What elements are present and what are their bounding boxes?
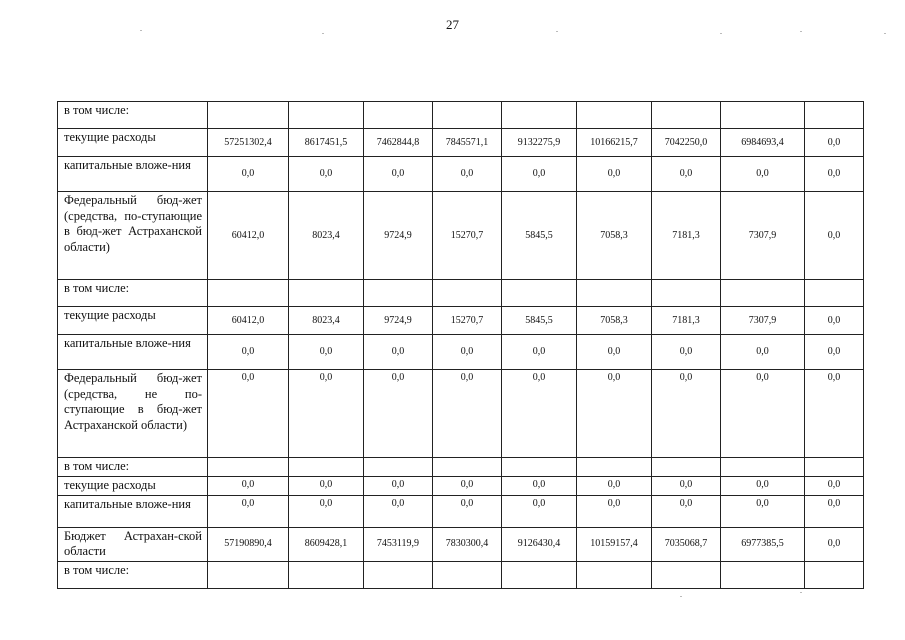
value-cell: 7462844,8 [364, 129, 433, 157]
value-cell [652, 458, 721, 477]
row-label: капитальные вложе-ния [58, 495, 208, 527]
value-cell [502, 102, 577, 129]
value-cell [364, 458, 433, 477]
value-cell: 0,0 [721, 495, 805, 527]
value-cell: 0,0 [364, 495, 433, 527]
value-cell [208, 561, 289, 588]
value-cell [652, 280, 721, 307]
value-cell [364, 561, 433, 588]
value-cell: 0,0 [208, 157, 289, 192]
value-cell [577, 102, 652, 129]
table-row [58, 102, 864, 129]
value-cell: 7181,3 [652, 192, 721, 280]
value-cell: 0,0 [208, 495, 289, 527]
value-cell: 0,0 [433, 495, 502, 527]
value-cell: 0,0 [721, 370, 805, 458]
value-cell: 9126430,4 [502, 527, 577, 561]
value-cell [208, 102, 289, 129]
table-row [58, 157, 864, 192]
budget-table [57, 101, 864, 589]
value-cell [364, 102, 433, 129]
value-cell: 0,0 [364, 335, 433, 370]
row-label: текущие расходы [58, 307, 208, 335]
value-cell: 0,0 [502, 477, 577, 496]
value-cell: 0,0 [721, 157, 805, 192]
table-row [58, 307, 864, 335]
value-cell: 6977385,5 [721, 527, 805, 561]
value-cell: 8609428,1 [289, 527, 364, 561]
value-cell: 7042250,0 [652, 129, 721, 157]
value-cell: 5845,5 [502, 192, 577, 280]
row-label: в том числе: [58, 102, 208, 129]
value-cell: 0,0 [805, 477, 864, 496]
value-cell: 0,0 [805, 307, 864, 335]
value-cell: 9724,9 [364, 307, 433, 335]
value-cell: 0,0 [577, 370, 652, 458]
value-cell [721, 280, 805, 307]
value-cell [433, 280, 502, 307]
value-cell: 0,0 [502, 370, 577, 458]
table-row [58, 527, 864, 561]
value-cell: 0,0 [805, 129, 864, 157]
value-cell: 7035068,7 [652, 527, 721, 561]
table-row [58, 192, 864, 280]
value-cell: 7845571,1 [433, 129, 502, 157]
value-cell [208, 280, 289, 307]
value-cell: 0,0 [577, 495, 652, 527]
value-cell [577, 458, 652, 477]
value-cell: 0,0 [433, 335, 502, 370]
value-cell [364, 280, 433, 307]
value-cell: 0,0 [289, 370, 364, 458]
value-cell: 0,0 [652, 370, 721, 458]
value-cell: 0,0 [805, 495, 864, 527]
value-cell: 15270,7 [433, 307, 502, 335]
value-cell: 9132275,9 [502, 129, 577, 157]
value-cell: 0,0 [577, 335, 652, 370]
value-cell: 0,0 [289, 335, 364, 370]
value-cell: 57190890,4 [208, 527, 289, 561]
value-cell: 7307,9 [721, 192, 805, 280]
value-cell: 7830300,4 [433, 527, 502, 561]
page-number: 27 [446, 17, 459, 32]
value-cell [289, 561, 364, 588]
value-cell: 0,0 [289, 477, 364, 496]
value-cell: 7058,3 [577, 192, 652, 280]
value-cell: 0,0 [289, 157, 364, 192]
value-cell: 5845,5 [502, 307, 577, 335]
table-row [58, 370, 864, 458]
value-cell: 0,0 [652, 477, 721, 496]
value-cell: 0,0 [805, 192, 864, 280]
row-label: в том числе: [58, 458, 208, 477]
value-cell: 0,0 [805, 157, 864, 192]
value-cell: 0,0 [364, 370, 433, 458]
row-label: текущие расходы [58, 477, 208, 496]
row-label: Федеральный бюд-жет (средства, по-ступающие в бюд-жет Астраханской области) [58, 192, 208, 280]
table-row [58, 477, 864, 496]
table-row [58, 335, 864, 370]
value-cell: 7058,3 [577, 307, 652, 335]
value-cell: 0,0 [502, 495, 577, 527]
value-cell: 0,0 [208, 477, 289, 496]
value-cell: 0,0 [289, 495, 364, 527]
value-cell: 0,0 [502, 157, 577, 192]
table-row [58, 458, 864, 477]
value-cell [721, 102, 805, 129]
value-cell [721, 561, 805, 588]
value-cell: 0,0 [805, 527, 864, 561]
value-cell [289, 102, 364, 129]
value-cell: 57251302,4 [208, 129, 289, 157]
value-cell [577, 280, 652, 307]
value-cell: 9724,9 [364, 192, 433, 280]
table-row [58, 561, 864, 588]
value-cell [805, 561, 864, 588]
value-cell: 0,0 [721, 477, 805, 496]
value-cell: 7181,3 [652, 307, 721, 335]
value-cell: 0,0 [433, 157, 502, 192]
value-cell: 0,0 [433, 477, 502, 496]
value-cell [805, 102, 864, 129]
value-cell: 10166215,7 [577, 129, 652, 157]
row-label: Бюджет Астрахан-ской области [58, 527, 208, 561]
row-label: Федеральный бюд-жет (средства, не по-ступающие в бюд-жет Астраханской области) [58, 370, 208, 458]
value-cell: 0,0 [208, 335, 289, 370]
value-cell: 0,0 [652, 335, 721, 370]
value-cell [577, 561, 652, 588]
table-row [58, 495, 864, 527]
value-cell [805, 280, 864, 307]
row-label: в том числе: [58, 561, 208, 588]
value-cell: 0,0 [805, 335, 864, 370]
value-cell [433, 561, 502, 588]
value-cell: 8023,4 [289, 307, 364, 335]
value-cell [652, 561, 721, 588]
value-cell [502, 280, 577, 307]
value-cell: 6984693,4 [721, 129, 805, 157]
table-row [58, 280, 864, 307]
value-cell: 0,0 [577, 477, 652, 496]
value-cell: 8023,4 [289, 192, 364, 280]
value-cell: 0,0 [433, 370, 502, 458]
row-label: текущие расходы [58, 129, 208, 157]
value-cell: 0,0 [364, 157, 433, 192]
value-cell [652, 102, 721, 129]
value-cell: 60412,0 [208, 192, 289, 280]
value-cell [502, 561, 577, 588]
value-cell [208, 458, 289, 477]
value-cell: 0,0 [502, 335, 577, 370]
value-cell: 0,0 [208, 370, 289, 458]
value-cell [502, 458, 577, 477]
row-label: капитальные вложе-ния [58, 157, 208, 192]
value-cell: 0,0 [805, 370, 864, 458]
value-cell: 0,0 [364, 477, 433, 496]
value-cell: 0,0 [652, 495, 721, 527]
value-cell: 7453119,9 [364, 527, 433, 561]
value-cell [433, 102, 502, 129]
value-cell [289, 280, 364, 307]
value-cell [289, 458, 364, 477]
row-label: капитальные вложе-ния [58, 335, 208, 370]
value-cell: 0,0 [721, 335, 805, 370]
row-label: в том числе: [58, 280, 208, 307]
table-row [58, 129, 864, 157]
value-cell: 0,0 [652, 157, 721, 192]
value-cell: 0,0 [577, 157, 652, 192]
value-cell [433, 458, 502, 477]
value-cell [721, 458, 805, 477]
value-cell: 8617451,5 [289, 129, 364, 157]
value-cell: 60412,0 [208, 307, 289, 335]
value-cell: 10159157,4 [577, 527, 652, 561]
value-cell: 7307,9 [721, 307, 805, 335]
value-cell: 15270,7 [433, 192, 502, 280]
value-cell [805, 458, 864, 477]
